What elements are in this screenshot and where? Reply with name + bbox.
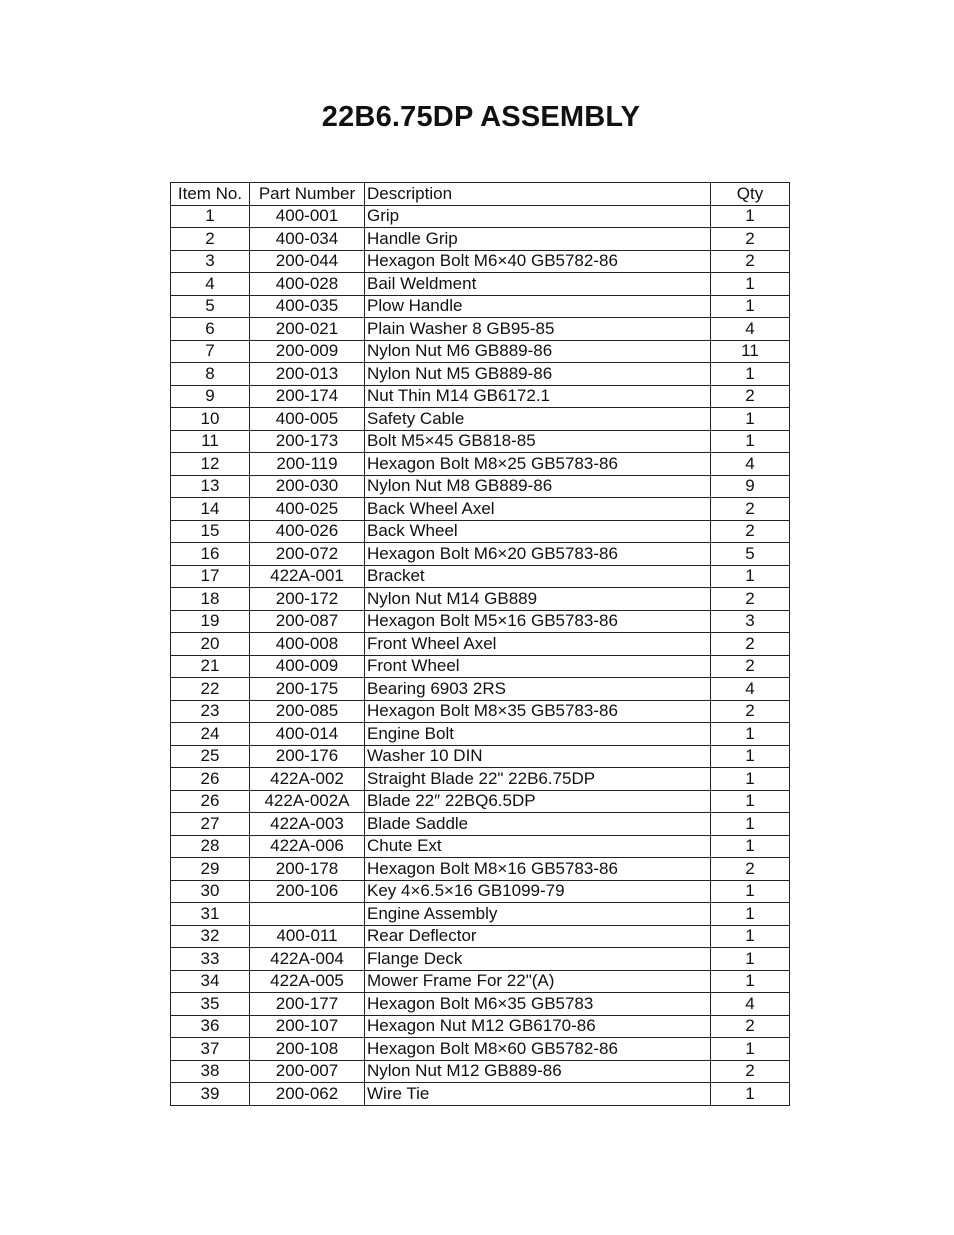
part-number-cell: 422A-004 xyxy=(250,948,365,971)
description-cell: Hexagon Bolt M8×25 GB5783-86 xyxy=(365,453,711,476)
description-cell: Nylon Nut M5 GB889-86 xyxy=(365,363,711,386)
item-number-cell: 32 xyxy=(171,925,250,948)
part-number-cell: 400-035 xyxy=(250,295,365,318)
item-number-cell: 11 xyxy=(171,430,250,453)
part-number-cell: 400-001 xyxy=(250,205,365,228)
item-number-cell: 20 xyxy=(171,633,250,656)
description-cell: Hexagon Bolt M8×35 GB5783-86 xyxy=(365,700,711,723)
qty-cell: 1 xyxy=(711,273,790,296)
description-cell: Bearing 6903 2RS xyxy=(365,678,711,701)
table-row xyxy=(171,948,790,971)
table-header-row xyxy=(171,183,790,206)
qty-cell: 1 xyxy=(711,205,790,228)
item-number-cell: 9 xyxy=(171,385,250,408)
qty-cell: 4 xyxy=(711,678,790,701)
table-row xyxy=(171,880,790,903)
qty-cell: 1 xyxy=(711,363,790,386)
part-number-cell: 200-009 xyxy=(250,340,365,363)
description-cell: Mower Frame For 22"(A) xyxy=(365,970,711,993)
qty-cell: 2 xyxy=(711,1015,790,1038)
item-number-cell: 31 xyxy=(171,903,250,926)
page-title: 22B6.75DP ASSEMBLY xyxy=(321,101,641,133)
part-number-cell: 200-106 xyxy=(250,880,365,903)
part-number-cell: 200-172 xyxy=(250,588,365,611)
qty-cell: 2 xyxy=(711,655,790,678)
table-row xyxy=(171,1083,790,1106)
part-number-cell: 400-009 xyxy=(250,655,365,678)
parts-table xyxy=(170,182,790,1106)
item-number-cell: 16 xyxy=(171,543,250,566)
description-cell: Nylon Nut M8 GB889-86 xyxy=(365,475,711,498)
table-row xyxy=(171,1038,790,1061)
item-number-cell: 6 xyxy=(171,318,250,341)
item-number-cell: 7 xyxy=(171,340,250,363)
description-cell: Hexagon Bolt M8×60 GB5782-86 xyxy=(365,1038,711,1061)
description-cell: Hexagon Bolt M6×20 GB5783-86 xyxy=(365,543,711,566)
description-cell: Chute Ext xyxy=(365,835,711,858)
description-cell: Front Wheel Axel xyxy=(365,633,711,656)
part-number-cell: 200-085 xyxy=(250,700,365,723)
table-row xyxy=(171,430,790,453)
table-row xyxy=(171,295,790,318)
item-number-cell: 39 xyxy=(171,1083,250,1106)
part-number-cell: 200-173 xyxy=(250,430,365,453)
qty-cell: 1 xyxy=(711,768,790,791)
description-cell: Engine Bolt xyxy=(365,723,711,746)
item-number-cell: 1 xyxy=(171,205,250,228)
table-row xyxy=(171,678,790,701)
part-number-cell: 200-176 xyxy=(250,745,365,768)
qty-cell: 1 xyxy=(711,295,790,318)
item-number-cell: 13 xyxy=(171,475,250,498)
part-number-cell: 200-030 xyxy=(250,475,365,498)
part-number-cell: 200-119 xyxy=(250,453,365,476)
description-cell: Hexagon Bolt M8×16 GB5783-86 xyxy=(365,858,711,881)
description-cell: Back Wheel Axel xyxy=(365,498,711,521)
table-row xyxy=(171,363,790,386)
table-row xyxy=(171,700,790,723)
qty-cell: 2 xyxy=(711,250,790,273)
part-number-cell: 422A-005 xyxy=(250,970,365,993)
description-cell: Bolt M5×45 GB818-85 xyxy=(365,430,711,453)
table-row xyxy=(171,340,790,363)
item-number-cell: 37 xyxy=(171,1038,250,1061)
table-row xyxy=(171,970,790,993)
part-number-cell: 200-178 xyxy=(250,858,365,881)
qty-cell: 1 xyxy=(711,565,790,588)
description-cell: Flange Deck xyxy=(365,948,711,971)
qty-cell: 2 xyxy=(711,700,790,723)
part-number-cell: 200-062 xyxy=(250,1083,365,1106)
qty-cell: 2 xyxy=(711,385,790,408)
part-number-cell: 400-005 xyxy=(250,408,365,431)
part-number-cell: 422A-002 xyxy=(250,768,365,791)
qty-cell: 4 xyxy=(711,453,790,476)
qty-cell: 1 xyxy=(711,1083,790,1106)
item-number-cell: 34 xyxy=(171,970,250,993)
qty-cell: 1 xyxy=(711,723,790,746)
table-row xyxy=(171,903,790,926)
item-number-cell: 14 xyxy=(171,498,250,521)
table-row xyxy=(171,723,790,746)
part-number-cell: 400-008 xyxy=(250,633,365,656)
table-row xyxy=(171,835,790,858)
part-number-cell: 200-021 xyxy=(250,318,365,341)
item-number-cell: 26 xyxy=(171,768,250,791)
item-number-cell: 23 xyxy=(171,700,250,723)
description-cell: Hexagon Bolt M5×16 GB5783-86 xyxy=(365,610,711,633)
part-number-cell: 400-011 xyxy=(250,925,365,948)
table-row xyxy=(171,250,790,273)
description-cell: Nylon Nut M12 GB889-86 xyxy=(365,1060,711,1083)
table-row xyxy=(171,385,790,408)
qty-cell: 2 xyxy=(711,858,790,881)
item-number-cell: 30 xyxy=(171,880,250,903)
qty-cell: 1 xyxy=(711,925,790,948)
description-cell: Safety Cable xyxy=(365,408,711,431)
item-number-cell: 2 xyxy=(171,228,250,251)
table-row xyxy=(171,1015,790,1038)
description-cell: Engine Assembly xyxy=(365,903,711,926)
table-row xyxy=(171,1060,790,1083)
item-number-cell: 25 xyxy=(171,745,250,768)
table-row xyxy=(171,408,790,431)
item-number-cell: 33 xyxy=(171,948,250,971)
description-cell: Blade 22″ 22BQ6.5DP xyxy=(365,790,711,813)
description-cell: Rear Deflector xyxy=(365,925,711,948)
table-row xyxy=(171,790,790,813)
qty-cell: 1 xyxy=(711,430,790,453)
table-row xyxy=(171,205,790,228)
description-cell: Straight Blade 22" 22B6.75DP xyxy=(365,768,711,791)
description-cell: Bail Weldment xyxy=(365,273,711,296)
part-number-cell: 200-044 xyxy=(250,250,365,273)
description-cell: Nylon Nut M14 GB889 xyxy=(365,588,711,611)
qty-cell: 1 xyxy=(711,1038,790,1061)
description-cell: Hexagon Bolt M6×40 GB5782-86 xyxy=(365,250,711,273)
qty-cell: 1 xyxy=(711,880,790,903)
table-row xyxy=(171,768,790,791)
table-row xyxy=(171,228,790,251)
table-row xyxy=(171,858,790,881)
table-row xyxy=(171,543,790,566)
qty-cell: 1 xyxy=(711,790,790,813)
item-number-cell: 12 xyxy=(171,453,250,476)
item-number-cell: 4 xyxy=(171,273,250,296)
qty-cell: 4 xyxy=(711,318,790,341)
qty-cell: 1 xyxy=(711,408,790,431)
part-number-cell: 200-072 xyxy=(250,543,365,566)
table-row xyxy=(171,633,790,656)
part-number-cell: 200-108 xyxy=(250,1038,365,1061)
qty-cell: 1 xyxy=(711,970,790,993)
description-cell: Hexagon Bolt M6×35 GB5783 xyxy=(365,993,711,1016)
description-cell: Front Wheel xyxy=(365,655,711,678)
item-number-cell: 29 xyxy=(171,858,250,881)
item-number-cell: 24 xyxy=(171,723,250,746)
item-number-cell: 19 xyxy=(171,610,250,633)
item-number-cell: 18 xyxy=(171,588,250,611)
part-number-cell: 200-175 xyxy=(250,678,365,701)
table-row xyxy=(171,520,790,543)
part-number-cell xyxy=(250,903,365,926)
part-number-cell: 400-028 xyxy=(250,273,365,296)
table-row xyxy=(171,610,790,633)
item-number-cell: 35 xyxy=(171,993,250,1016)
part-number-cell: 200-087 xyxy=(250,610,365,633)
qty-cell: 1 xyxy=(711,948,790,971)
table-row xyxy=(171,925,790,948)
description-cell: Grip xyxy=(365,205,711,228)
part-number-cell: 422A-006 xyxy=(250,835,365,858)
part-number-cell: 400-034 xyxy=(250,228,365,251)
qty-cell: 11 xyxy=(711,340,790,363)
description-cell: Nylon Nut M6 GB889-86 xyxy=(365,340,711,363)
description-cell: Washer 10 DIN xyxy=(365,745,711,768)
table-row xyxy=(171,813,790,836)
part-number-cell: 400-026 xyxy=(250,520,365,543)
table-row xyxy=(171,745,790,768)
item-number-cell: 5 xyxy=(171,295,250,318)
description-cell: Bracket xyxy=(365,565,711,588)
table-row xyxy=(171,498,790,521)
description-cell: Back Wheel xyxy=(365,520,711,543)
description-cell: Plain Washer 8 GB95-85 xyxy=(365,318,711,341)
description-cell: Hexagon Nut M12 GB6170-86 xyxy=(365,1015,711,1038)
part-number-cell: 200-174 xyxy=(250,385,365,408)
qty-cell: 1 xyxy=(711,903,790,926)
table-row xyxy=(171,655,790,678)
part-number-cell: 422A-001 xyxy=(250,565,365,588)
part-number-cell: 400-025 xyxy=(250,498,365,521)
item-number-cell: 21 xyxy=(171,655,250,678)
qty-cell: 2 xyxy=(711,1060,790,1083)
description-cell: Key 4×6.5×16 GB1099-79 xyxy=(365,880,711,903)
qty-cell: 1 xyxy=(711,745,790,768)
header-part-number: Part Number xyxy=(250,183,365,206)
qty-cell: 3 xyxy=(711,610,790,633)
description-cell: Wire Tie xyxy=(365,1083,711,1106)
parts-table-body xyxy=(171,205,790,1105)
table-row xyxy=(171,475,790,498)
part-number-cell: 200-107 xyxy=(250,1015,365,1038)
qty-cell: 2 xyxy=(711,633,790,656)
header-item-no: Item No. xyxy=(171,183,250,206)
qty-cell: 4 xyxy=(711,993,790,1016)
header-description: Description xyxy=(365,183,711,206)
description-cell: Plow Handle xyxy=(365,295,711,318)
qty-cell: 9 xyxy=(711,475,790,498)
qty-cell: 1 xyxy=(711,835,790,858)
qty-cell: 2 xyxy=(711,498,790,521)
description-cell: Blade Saddle xyxy=(365,813,711,836)
table-row xyxy=(171,318,790,341)
table-row xyxy=(171,565,790,588)
item-number-cell: 17 xyxy=(171,565,250,588)
item-number-cell: 26 xyxy=(171,790,250,813)
item-number-cell: 38 xyxy=(171,1060,250,1083)
header-qty: Qty xyxy=(711,183,790,206)
table-row xyxy=(171,453,790,476)
item-number-cell: 22 xyxy=(171,678,250,701)
description-cell: Nut Thin M14 GB6172.1 xyxy=(365,385,711,408)
qty-cell: 2 xyxy=(711,228,790,251)
item-number-cell: 36 xyxy=(171,1015,250,1038)
qty-cell: 2 xyxy=(711,588,790,611)
qty-cell: 1 xyxy=(711,813,790,836)
table-row xyxy=(171,588,790,611)
item-number-cell: 27 xyxy=(171,813,250,836)
table-row xyxy=(171,273,790,296)
part-number-cell: 200-013 xyxy=(250,363,365,386)
part-number-cell: 422A-003 xyxy=(250,813,365,836)
item-number-cell: 10 xyxy=(171,408,250,431)
description-cell: Handle Grip xyxy=(365,228,711,251)
qty-cell: 2 xyxy=(711,520,790,543)
item-number-cell: 8 xyxy=(171,363,250,386)
part-number-cell: 200-007 xyxy=(250,1060,365,1083)
item-number-cell: 3 xyxy=(171,250,250,273)
part-number-cell: 400-014 xyxy=(250,723,365,746)
part-number-cell: 200-177 xyxy=(250,993,365,1016)
part-number-cell: 422A-002A xyxy=(250,790,365,813)
table-row xyxy=(171,993,790,1016)
qty-cell: 5 xyxy=(711,543,790,566)
item-number-cell: 15 xyxy=(171,520,250,543)
item-number-cell: 28 xyxy=(171,835,250,858)
